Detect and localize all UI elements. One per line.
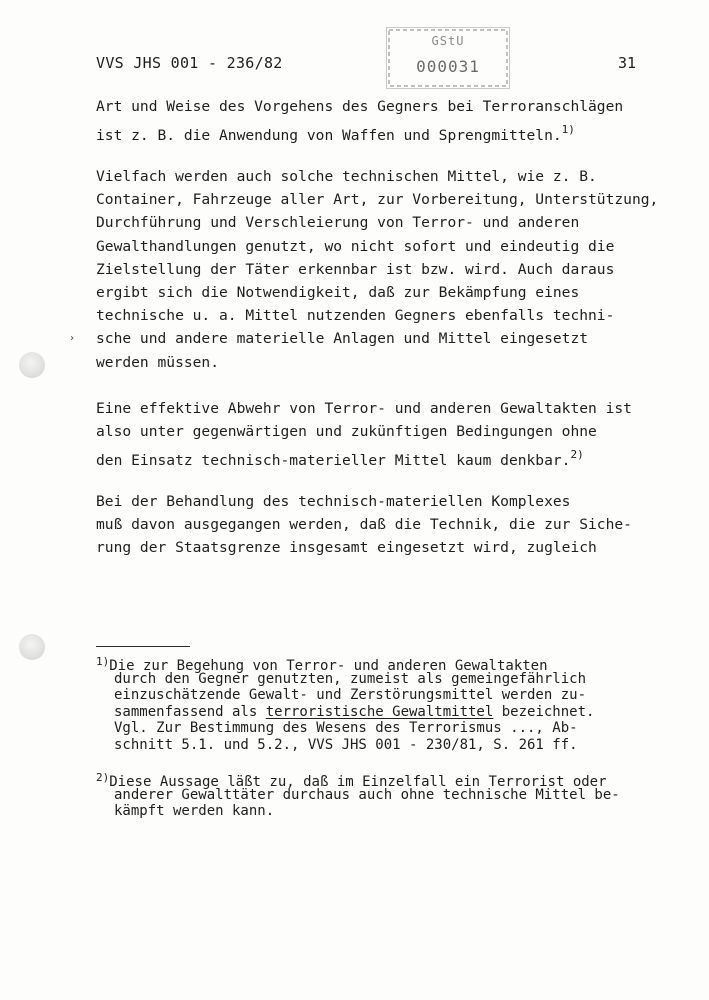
punch-hole-upper — [19, 352, 45, 378]
text-line: also unter gegenwärtigen und zukünftigen Bedingungen ohne — [96, 423, 597, 441]
paragraph-4 — [96, 490, 696, 560]
stamp-label: GStU — [431, 34, 465, 48]
footnote-line — [96, 704, 696, 721]
text-line: Zielstellung der Täter erkennbar ist bzw. wird. Auch daraus — [96, 260, 615, 278]
footnote-text: bezeichnet. — [493, 703, 595, 720]
footnote-separator — [96, 646, 190, 647]
footnote-marker-1: 1) — [96, 655, 110, 668]
footnote-reference-2[interactable]: 2) — [570, 448, 584, 462]
footnote-line: durch den Gegner genutzten, zumeist als gemeingefährlich — [114, 670, 587, 687]
document-reference: VVS JHS 001 - 236/82 — [96, 54, 283, 72]
footnote-line: Vgl. Zur Bestimmung des Wesens des Terrorismus ..., Ab- — [114, 720, 578, 737]
underlined-term: terroristische Gewaltmittel — [265, 703, 494, 720]
text-line: Durchführung und Verschleierung von Terror- und anderen — [96, 214, 580, 232]
text-line: technische u. a. Mittel nutzenden Gegners ebenfalls techni- — [96, 307, 615, 325]
text-line-content: den Einsatz technisch-materieller Mittel kaum denkbar. — [96, 452, 571, 470]
text-line: Vielfach werden auch solche technischen Mittel, wie z. B. — [96, 168, 597, 185]
footnote-2 — [96, 770, 696, 820]
text-line: Gewalthandlungen genutzt, wo nicht sofort und eindeutig die — [96, 237, 615, 255]
text-line: werden müssen. — [96, 353, 220, 371]
stamp-number: 000031 — [416, 57, 480, 76]
footnote-marker-2: 2) — [96, 771, 110, 784]
footnote-text: Diese Aussage läßt zu, daß im Einzelfall ein Terrorist oder — [109, 774, 607, 790]
footnote-reference-1[interactable]: 1) — [561, 123, 575, 137]
text-line: sche und andere materielle Anlagen und Mittel eingesetzt — [96, 330, 589, 348]
text-line: Bei der Behandlung des technisch-materiellen Komplexes — [96, 493, 571, 510]
paragraph-2 — [96, 165, 696, 374]
text-line: muß davon ausgegangen werden, daß die Technik, die zur Siche- — [96, 516, 632, 534]
footnote-line: kämpft werden kann. — [114, 803, 275, 820]
footnote-line: schnitt 5.1. und 5.2., VVS JHS 001 - 230/81, S. 261 ff. — [114, 736, 578, 753]
page-number: 31 — [618, 54, 637, 72]
footnote-text: Die zur Begehung von Terror- und anderen Gewaltakten — [109, 658, 548, 674]
punch-hole-lower — [19, 634, 45, 660]
margin-mark: › — [69, 333, 76, 344]
text-line: rung der Staatsgrenze insgesamt eingesetzt wird, zugleich — [96, 539, 597, 557]
text-line: Container, Fahrzeuge aller Art, zur Vorbereitung, Unterstützung, — [96, 191, 659, 209]
text-line — [96, 443, 696, 470]
footnote-line: anderer Gewalttäter durchaus auch ohne technische Mittel be- — [114, 786, 620, 803]
footnote-1 — [96, 654, 696, 754]
footnote-line — [96, 654, 696, 674]
text-line-content: ist z. B. die Anwendung von Waffen und Sprengmitteln. — [96, 127, 562, 145]
footnote-text: sammenfassend als — [114, 703, 266, 720]
archive-stamp — [386, 27, 510, 89]
paragraph-3 — [96, 397, 696, 470]
text-line — [96, 118, 696, 145]
paragraph-1 — [96, 95, 696, 145]
footnote-line: einzuschätzende Gewalt- und Zerstörungsmittel werden zu- — [114, 687, 587, 704]
text-line: ergibt sich die Notwendigkeit, daß zur Bekämpfung eines — [96, 283, 580, 301]
footnote-line — [96, 770, 696, 790]
text-line: Art und Weise des Vorgehens des Gegners bei Terroranschlägen — [96, 98, 624, 115]
text-line: Eine effektive Abwehr von Terror- und anderen Gewaltakten ist — [96, 400, 632, 417]
